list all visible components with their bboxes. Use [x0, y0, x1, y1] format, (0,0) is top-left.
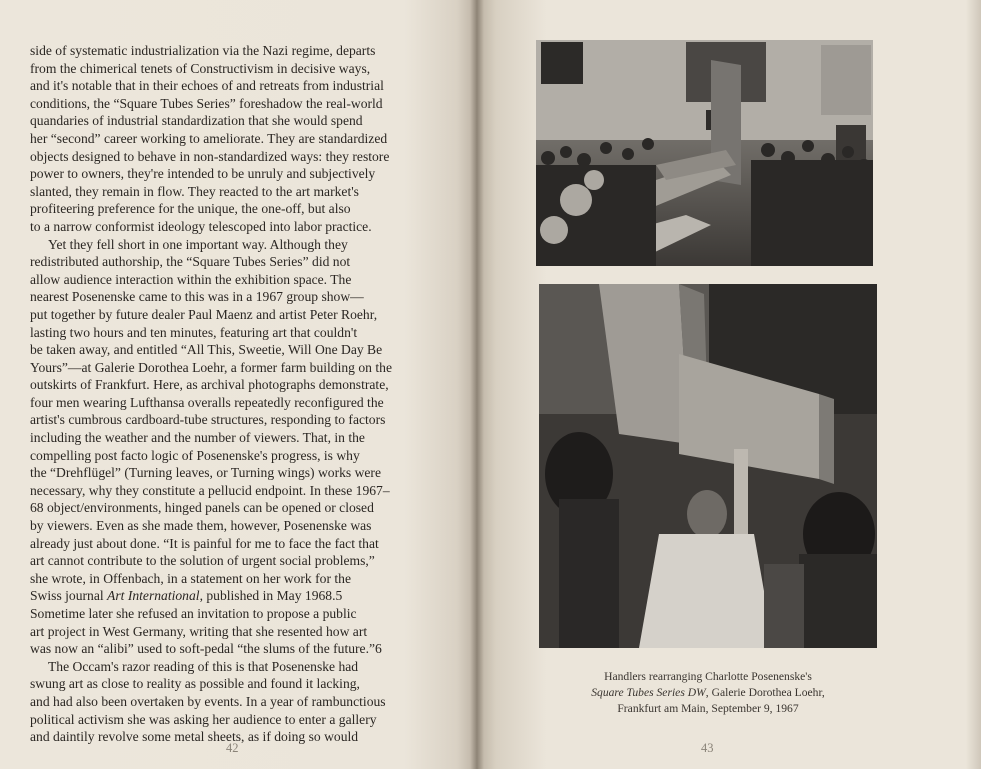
text-line: to a narrow conformist ideology telescoped into labor practice. — [30, 218, 372, 234]
text-line: outskirts of Frankfurt. Here, as archival photographs demonstrate, — [30, 377, 389, 393]
caption-line-2 — [540, 685, 876, 701]
text-line: profiteering preference for the unique, the one-off, but also — [30, 201, 351, 217]
text-line: was now an “alibi” used to soft-pedal “the slums of the future.”6 — [30, 641, 382, 657]
photo-bottom — [539, 284, 877, 648]
text-line: The Occam's razor reading of this is that Posenenske had — [48, 658, 359, 674]
text-line: allow audience interaction within the exhibition space. The — [30, 271, 352, 287]
text-line: her “second” career working to ameliorate. They are standardized — [30, 130, 388, 146]
text-line: by viewers. Even as she made them, however, Posenenske was — [30, 518, 372, 534]
text-line: Sometime later she refused an invitation to propose a public — [30, 606, 357, 621]
caption-artwork-title: Square Tubes Series DW — [591, 686, 706, 699]
text-line: conditions, the “Square Tubes Series” foreshadow the real-world — [30, 95, 383, 111]
text-line: already just about done. “It is painful for me to face the fact that — [30, 535, 379, 551]
text-line: lasting two hours and ten minutes, featuring art that couldn't — [30, 324, 358, 340]
text-line: slanted, they remain in flow. They reacted to the art market's — [30, 183, 359, 199]
page-number-right: 43 — [701, 741, 714, 755]
photo-caption — [540, 669, 876, 717]
text-line: and had also been overtaken by events. In a year of rambunctious — [30, 693, 386, 709]
text-line: the “Drehflügel” (Turning leaves, or Turning wings) works were — [30, 465, 381, 481]
caption-line-3: Frankfurt am Main, September 9, 1967 — [617, 702, 799, 715]
body-text — [30, 42, 448, 746]
journal-suffix: , published in May 1968.5 — [199, 588, 343, 604]
text-line: objects designed to behave in non-standardized ways: they restore — [30, 148, 390, 164]
text-line: she wrote, in Offenbach, in a statement on her work for the — [30, 570, 351, 586]
text-line: four men wearing Lufthansa overalls repeatedly reconfigured the — [30, 394, 384, 410]
text-line: and it's notable that in their echoes of and retreats from industrial — [30, 78, 384, 94]
text-line: political activism she was asking her audience to enter a gallery — [30, 711, 377, 727]
text-line: artist's cumbrous cardboard-tube structures, responding to factors — [30, 412, 386, 428]
journal-title: Art International — [107, 588, 200, 604]
text-line: Swiss journal Art International, published in May 1968.5 — [30, 588, 343, 604]
caption-line-1: Handlers rearranging Charlotte Posenenske's — [604, 670, 812, 683]
text-line: swung art as close to reality as possible and found it lacking, — [30, 676, 360, 692]
text-line: put together by future dealer Paul Maenz and artist Peter Roehr, — [30, 306, 378, 322]
text-line: Yours”—at Galerie Dorothea Loehr, a former farm building on the — [30, 359, 392, 375]
text-line: 68 object/environments, hinged panels can be opened or closed — [30, 500, 374, 516]
caption-line-2-rest: , Galerie Dorothea Loehr, — [705, 686, 825, 699]
page-number-left: 42 — [226, 741, 239, 755]
text-line: quandaries of industrial standardization that she would spend — [30, 113, 363, 129]
text-line: be taken away, and entitled “All This, Sweetie, Will One Day Be — [30, 342, 383, 358]
photo-top — [536, 40, 873, 266]
text-line: necessary, why they constitute a pellucid endpoint. In these 1967– — [30, 482, 390, 498]
paragraph — [30, 42, 448, 236]
text-line: art cannot contribute to the solution of urgent social problems,” — [30, 553, 375, 569]
paragraph — [30, 658, 448, 746]
gutter — [470, 0, 484, 769]
text-line: and daintily revolve some metal sheets, as if doing so would — [30, 729, 359, 745]
text-line: compelling post facto logic of Posenenske's progress, is why — [30, 447, 360, 463]
text-line: Yet they fell short in one important way. Although they — [48, 236, 348, 252]
text-line: from the chimerical tenets of Constructivism in decisive ways, — [30, 60, 371, 76]
text-line: power to owners, they're intended to be unruly and subjectively — [30, 166, 376, 182]
text-line: side of systematic industrialization via the Nazi regime, departs — [30, 43, 376, 58]
text-line: nearest Posenenske came to this was in a 1967 group show— — [30, 289, 364, 305]
text-line: including the weather and the number of viewers. That, in the — [30, 430, 365, 446]
text-line: art project in West Germany, writing that she resented how art — [30, 623, 368, 639]
text-line: redistributed authorship, the “Square Tubes Series” did not — [30, 254, 351, 270]
paragraph — [30, 236, 448, 658]
left-page — [0, 0, 476, 769]
